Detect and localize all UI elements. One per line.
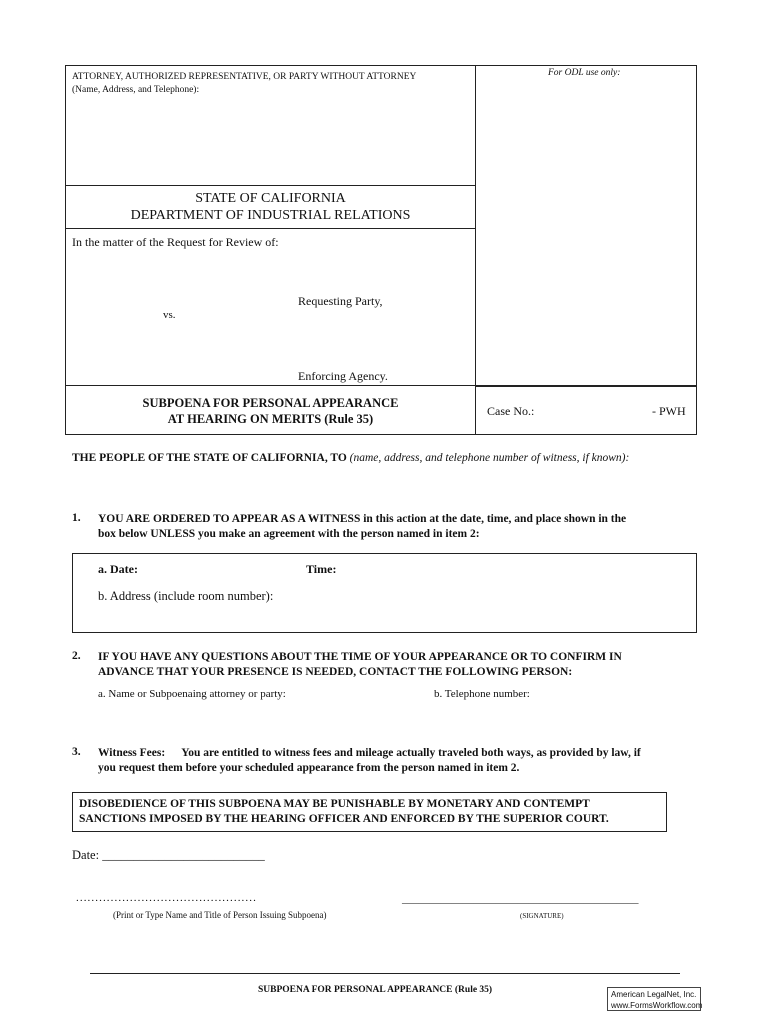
contact-name-label: a. Name or Subpoenaing attorney or party: (98, 688, 286, 700)
item3-heading: Witness Fees: (98, 747, 166, 759)
contact-phone-label: b. Telephone number: (434, 688, 530, 700)
item2-text (98, 650, 622, 680)
warning-text (79, 797, 609, 827)
footer-title: SUBPOENA FOR PERSONAL APPEARANCE (Rule 35) (258, 985, 493, 995)
odl-use-label: For ODL use only: (548, 68, 621, 78)
item3-text (98, 746, 641, 776)
date-signed-label: Date: (72, 848, 100, 862)
form-title (65, 395, 476, 427)
warning-line2: SANCTIONS IMPOSED BY THE HEARING OFFICER AND ENFORCED BY THE SUPERIOR COURT. (79, 813, 609, 825)
item1-line1: YOU ARE ORDERED TO APPEAR AS A WITNESS in this action at the date, time, and place shown in the (98, 513, 627, 525)
item3-line1-text: You are entitled to witness fees and mileage actually traveled both ways, as provided by law, if (181, 747, 641, 759)
case-suffix: - PWH (652, 404, 686, 418)
people-lead: THE PEOPLE OF THE STATE OF CALIFORNIA, TO (72, 452, 347, 464)
item3-number: 3. (72, 746, 81, 758)
item2-number: 2. (72, 650, 81, 662)
print-name-label: (Print or Type Name and Title of Person Issuing Subpoena) (113, 910, 327, 920)
form-title-line1: SUBPOENA FOR PERSONAL APPEARANCE (142, 396, 399, 410)
date-signed-blank: __________________________ (102, 848, 265, 862)
warning-line1: DISOBEDIENCE OF THIS SUBPOENA MAY BE PUNISHABLE BY MONETARY AND CONTEMPT (79, 798, 590, 810)
brand-box (607, 987, 701, 1011)
item1-text (98, 512, 626, 542)
form-title-line2: AT HEARING ON MERITS (Rule 35) (167, 412, 374, 426)
vs-label: vs. (163, 309, 176, 321)
brand-line2: www.FormsWorkflow.com (611, 1001, 703, 1010)
item3-line2: you request them before your scheduled appearance from the person named in item 2. (98, 762, 520, 774)
requesting-party-label: Requesting Party, (298, 294, 383, 308)
date-signed[interactable] (72, 848, 265, 863)
attorney-label (72, 71, 416, 97)
date-label-text: a. Date: (98, 562, 138, 576)
item1-number: 1. (72, 512, 81, 524)
item2-line2: ADVANCE THAT YOUR PRESENCE IS NEEDED, CONTACT THE FOLLOWING PERSON: (98, 666, 573, 678)
footer-rule (90, 973, 680, 974)
item1-line2: box below UNLESS you make an agreement with the person named in item 2: (98, 528, 480, 540)
agency-name (65, 190, 476, 224)
matter-intro: In the matter of the Request for Review of: (72, 235, 279, 249)
people-paren: (name, address, and telephone number of witness, if known): (349, 452, 630, 464)
odl-use-box (475, 65, 697, 387)
case-no-label: Case No.: (487, 404, 535, 418)
people-line (72, 452, 629, 464)
attorney-label-line1: ATTORNEY, AUTHORIZED REPRESENTATIVE, OR PARTY WITHOUT ATTORNEY (72, 72, 417, 82)
attorney-label-line2: (Name, Address, and Telephone): (72, 85, 200, 95)
agency-line2: DEPARTMENT OF INDUSTRIAL RELATIONS (130, 208, 411, 223)
agency-line1: STATE OF CALIFORNIA (195, 191, 346, 206)
item2-line1: IF YOU HAVE ANY QUESTIONS ABOUT THE TIME OF YOUR APPEARANCE OR TO CONFIRM IN (98, 651, 622, 663)
time-label: Time: (306, 562, 337, 576)
print-name-dots[interactable]: ............................................... (76, 892, 257, 904)
matter-box[interactable] (65, 228, 476, 386)
enforcing-agency-label: Enforcing Agency. (298, 369, 388, 383)
item3-line1 (98, 746, 641, 761)
address-label: b. Address (include room number): (98, 589, 274, 603)
date-label (98, 562, 138, 577)
signature-label: (SIGNATURE) (520, 912, 564, 920)
signature-line[interactable]: ___________________________________________ (402, 893, 639, 905)
brand-line1: American LegalNet, Inc. (611, 990, 697, 999)
